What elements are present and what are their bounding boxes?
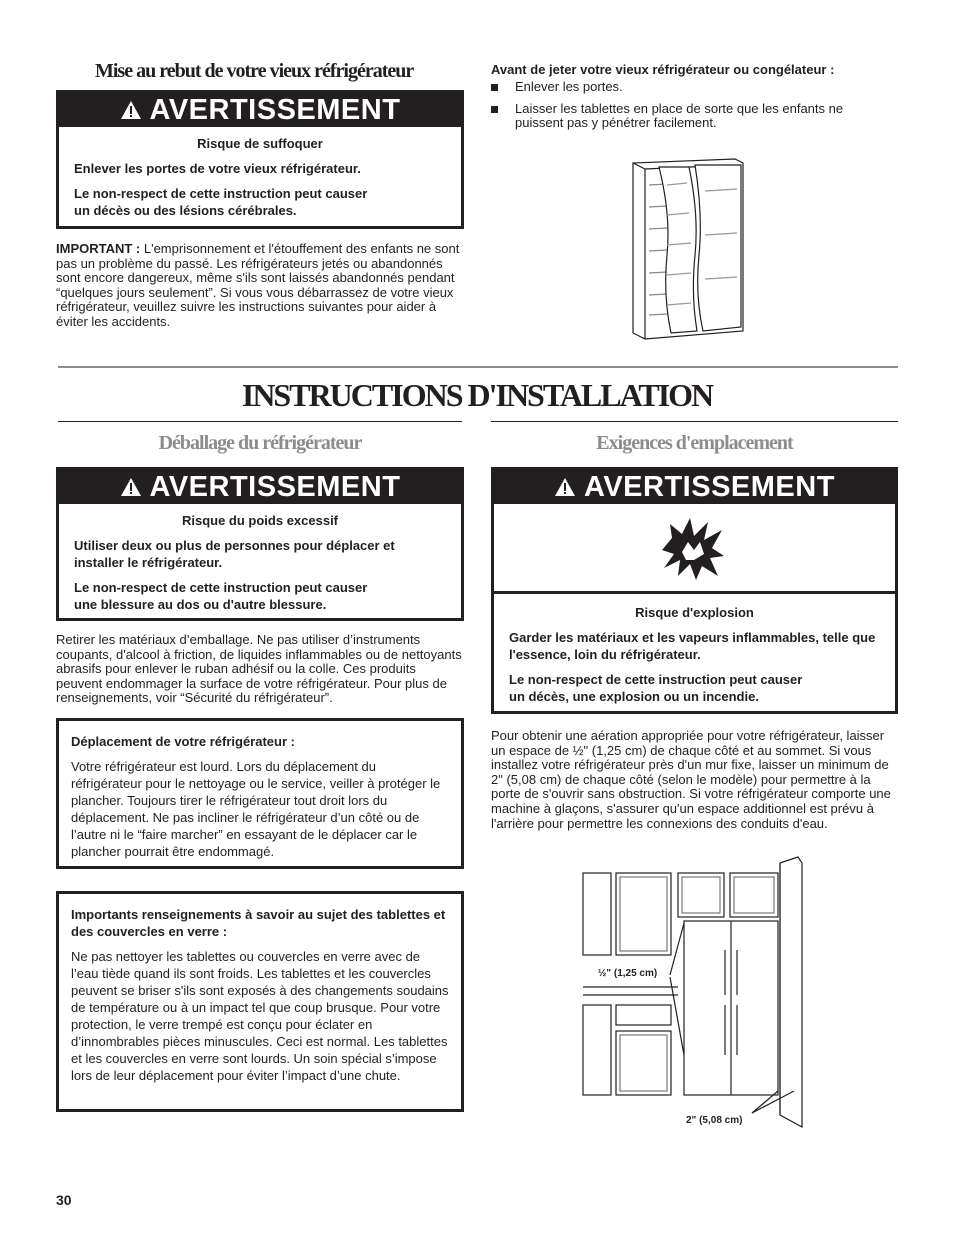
warning-risk: Risque de suffoquer [197, 136, 323, 151]
warning-header: AVERTISSEMENT [494, 470, 895, 504]
section-title-location: Exigences d'emplacement [596, 432, 793, 454]
fridge-doors-removed-illustration [625, 155, 770, 345]
section-title-unpacking: Déballage du réfrigérateur [158, 432, 362, 454]
two-inch-label: 2" (5,08 cm) [686, 1115, 743, 1126]
location-paragraph: Pour obtenir une aération appropriée pour votre réfrigérateur, laisser un espace de ½" (1,25 cm) de chaque côté et au sommet. Si vous installez votre réfrigérateur près d'un mur fixe, laisser un minimum de 2" (5,08 cm) de chaque côté (selon le modèle) pour permettre à la porte de s'ouvrir sans obstruction. Si votre réfrigérateur comporte une machine à glaçons, s'assurer qu'un espace additionnel est prévu à l'arrière pour permettre les connexions des conduits d'eau. [491, 728, 891, 831]
warning-consequence-1: Le non-respect de cette instruction peut causer [74, 186, 368, 201]
clearance-illustration [580, 855, 810, 1135]
warning-box-suffocation [56, 90, 464, 229]
warning-triangle-icon [120, 100, 142, 120]
moving-fridge-box [56, 718, 464, 869]
warning-instruction: Garder les matériaux et les vapeurs inflammables, telle que l'essence, loin du réfrigérateur. [509, 630, 876, 662]
explosion-icon-panel [494, 504, 895, 594]
warning-risk: Risque d'explosion [635, 605, 754, 620]
moving-box-text: Votre réfrigérateur est lourd. Lors du déplacement du réfrigérateur pour le nettoyage ou le service, veiller à protéger le plancher. Toujours tirer le réfrigérateur tout droit lors du déplacement. Ne pas incliner le réfrigérateur d’un côté ou de l’autre ni le “faire marcher” en essayant de le déplacer car le plancher pourrait être endommagé. [71, 759, 441, 859]
moving-box-title: Déplacement de votre réfrigérateur : [71, 734, 295, 749]
page-title: INSTRUCTIONS D'INSTALLATION [241, 377, 713, 413]
disposal-bullet-list [491, 80, 881, 138]
list-item: Laisser les tablettes en place de sorte que les enfants ne puissent pas y pénétrer facilement. [491, 102, 881, 131]
warning-triangle-icon [554, 477, 576, 497]
warning-instruction: Utiliser deux ou plus de personnes pour déplacer et installer le réfrigérateur. [74, 538, 395, 570]
warning-consequence-2: une blessure au dos ou d'autre blessure. [74, 597, 327, 612]
warning-consequence-1: Le non-respect de cette instruction peut causer [74, 580, 368, 595]
right-column-rule [491, 421, 898, 422]
explosion-icon [660, 516, 726, 582]
glass-box-title: Importants renseignements à savoir au sujet des tablettes et des couvercles en verre : [71, 907, 446, 939]
page-number: 30 [56, 1192, 72, 1208]
warning-triangle-icon [120, 477, 142, 497]
glass-box-text: Ne pas nettoyer les tablettes ou couvercles en verre avec de l’eau tiède quand ils sont froids. Les tablettes et les couvercles peuvent se briser s'ils sont exposés à des changements soudains de température ou à un impact tel que coup brusque. Pour votre protection, le verre trempé est conçu pour éclater en d’innombrables pièces minuscules. Ceci est normal. Les tablettes et les couvercles en verre sont lourds. Un soin spécial s’impose lors de leur déplacement pour éviter l’impact d’une chute. [71, 949, 449, 1083]
section-title-disposal: Mise au rebut de votre vieux réfrigérateur [95, 60, 414, 82]
warning-risk: Risque du poids excessif [181, 513, 339, 528]
left-column-rule [58, 421, 462, 422]
warning-consequence-1: Le non-respect de cette instruction peut causer [509, 672, 803, 687]
warning-consequence-2: un décès, une explosion ou un incendie. [509, 689, 759, 704]
important-paragraph: IMPORTANT : L'emprisonnement et l'étouffement des enfants ne sont pas un problème du passé. Les réfrigérateurs jetés ou abandonnés sont encore dangereux, même s'ils sont laissés abandonnés pendant “quelques jours seulement”. Si vous vous débarrassez de votre vieux réfrigérateur, veuillez suivre les instructions suivantes pour aider à éviter les accidents. [56, 241, 460, 329]
half-inch-label: ½" (1,25 cm) [598, 968, 658, 979]
warning-instruction: Enlever les portes de votre vieux réfrigérateur. [74, 161, 361, 176]
warning-consequence-2: un décès ou des lésions cérébrales. [74, 203, 297, 218]
warning-header: AVERTISSEMENT [59, 470, 461, 504]
list-item: Enlever les portes. [491, 80, 881, 95]
warning-box-weight [56, 467, 464, 621]
title-rule [58, 366, 898, 368]
warning-box-explosion [491, 467, 898, 714]
warning-header: AVERTISSEMENT [59, 93, 461, 127]
glass-shelves-box [56, 891, 464, 1112]
disposal-heading: Avant de jeter votre vieux réfrigérateur ou congélateur : [491, 62, 835, 77]
unpacking-paragraph: Retirer les matériaux d’emballage. Ne pas utiliser d’instruments coupants, d'alcool à friction, de liquides inflammables ou de nettoyants abrasifs pour enlever le ruban adhésif ou la colle. Ces produits peuvent endommager la surface de votre réfrigérateur. Pour plus de renseignements, voir “Sécurité du réfrigérateur”. [56, 632, 462, 706]
